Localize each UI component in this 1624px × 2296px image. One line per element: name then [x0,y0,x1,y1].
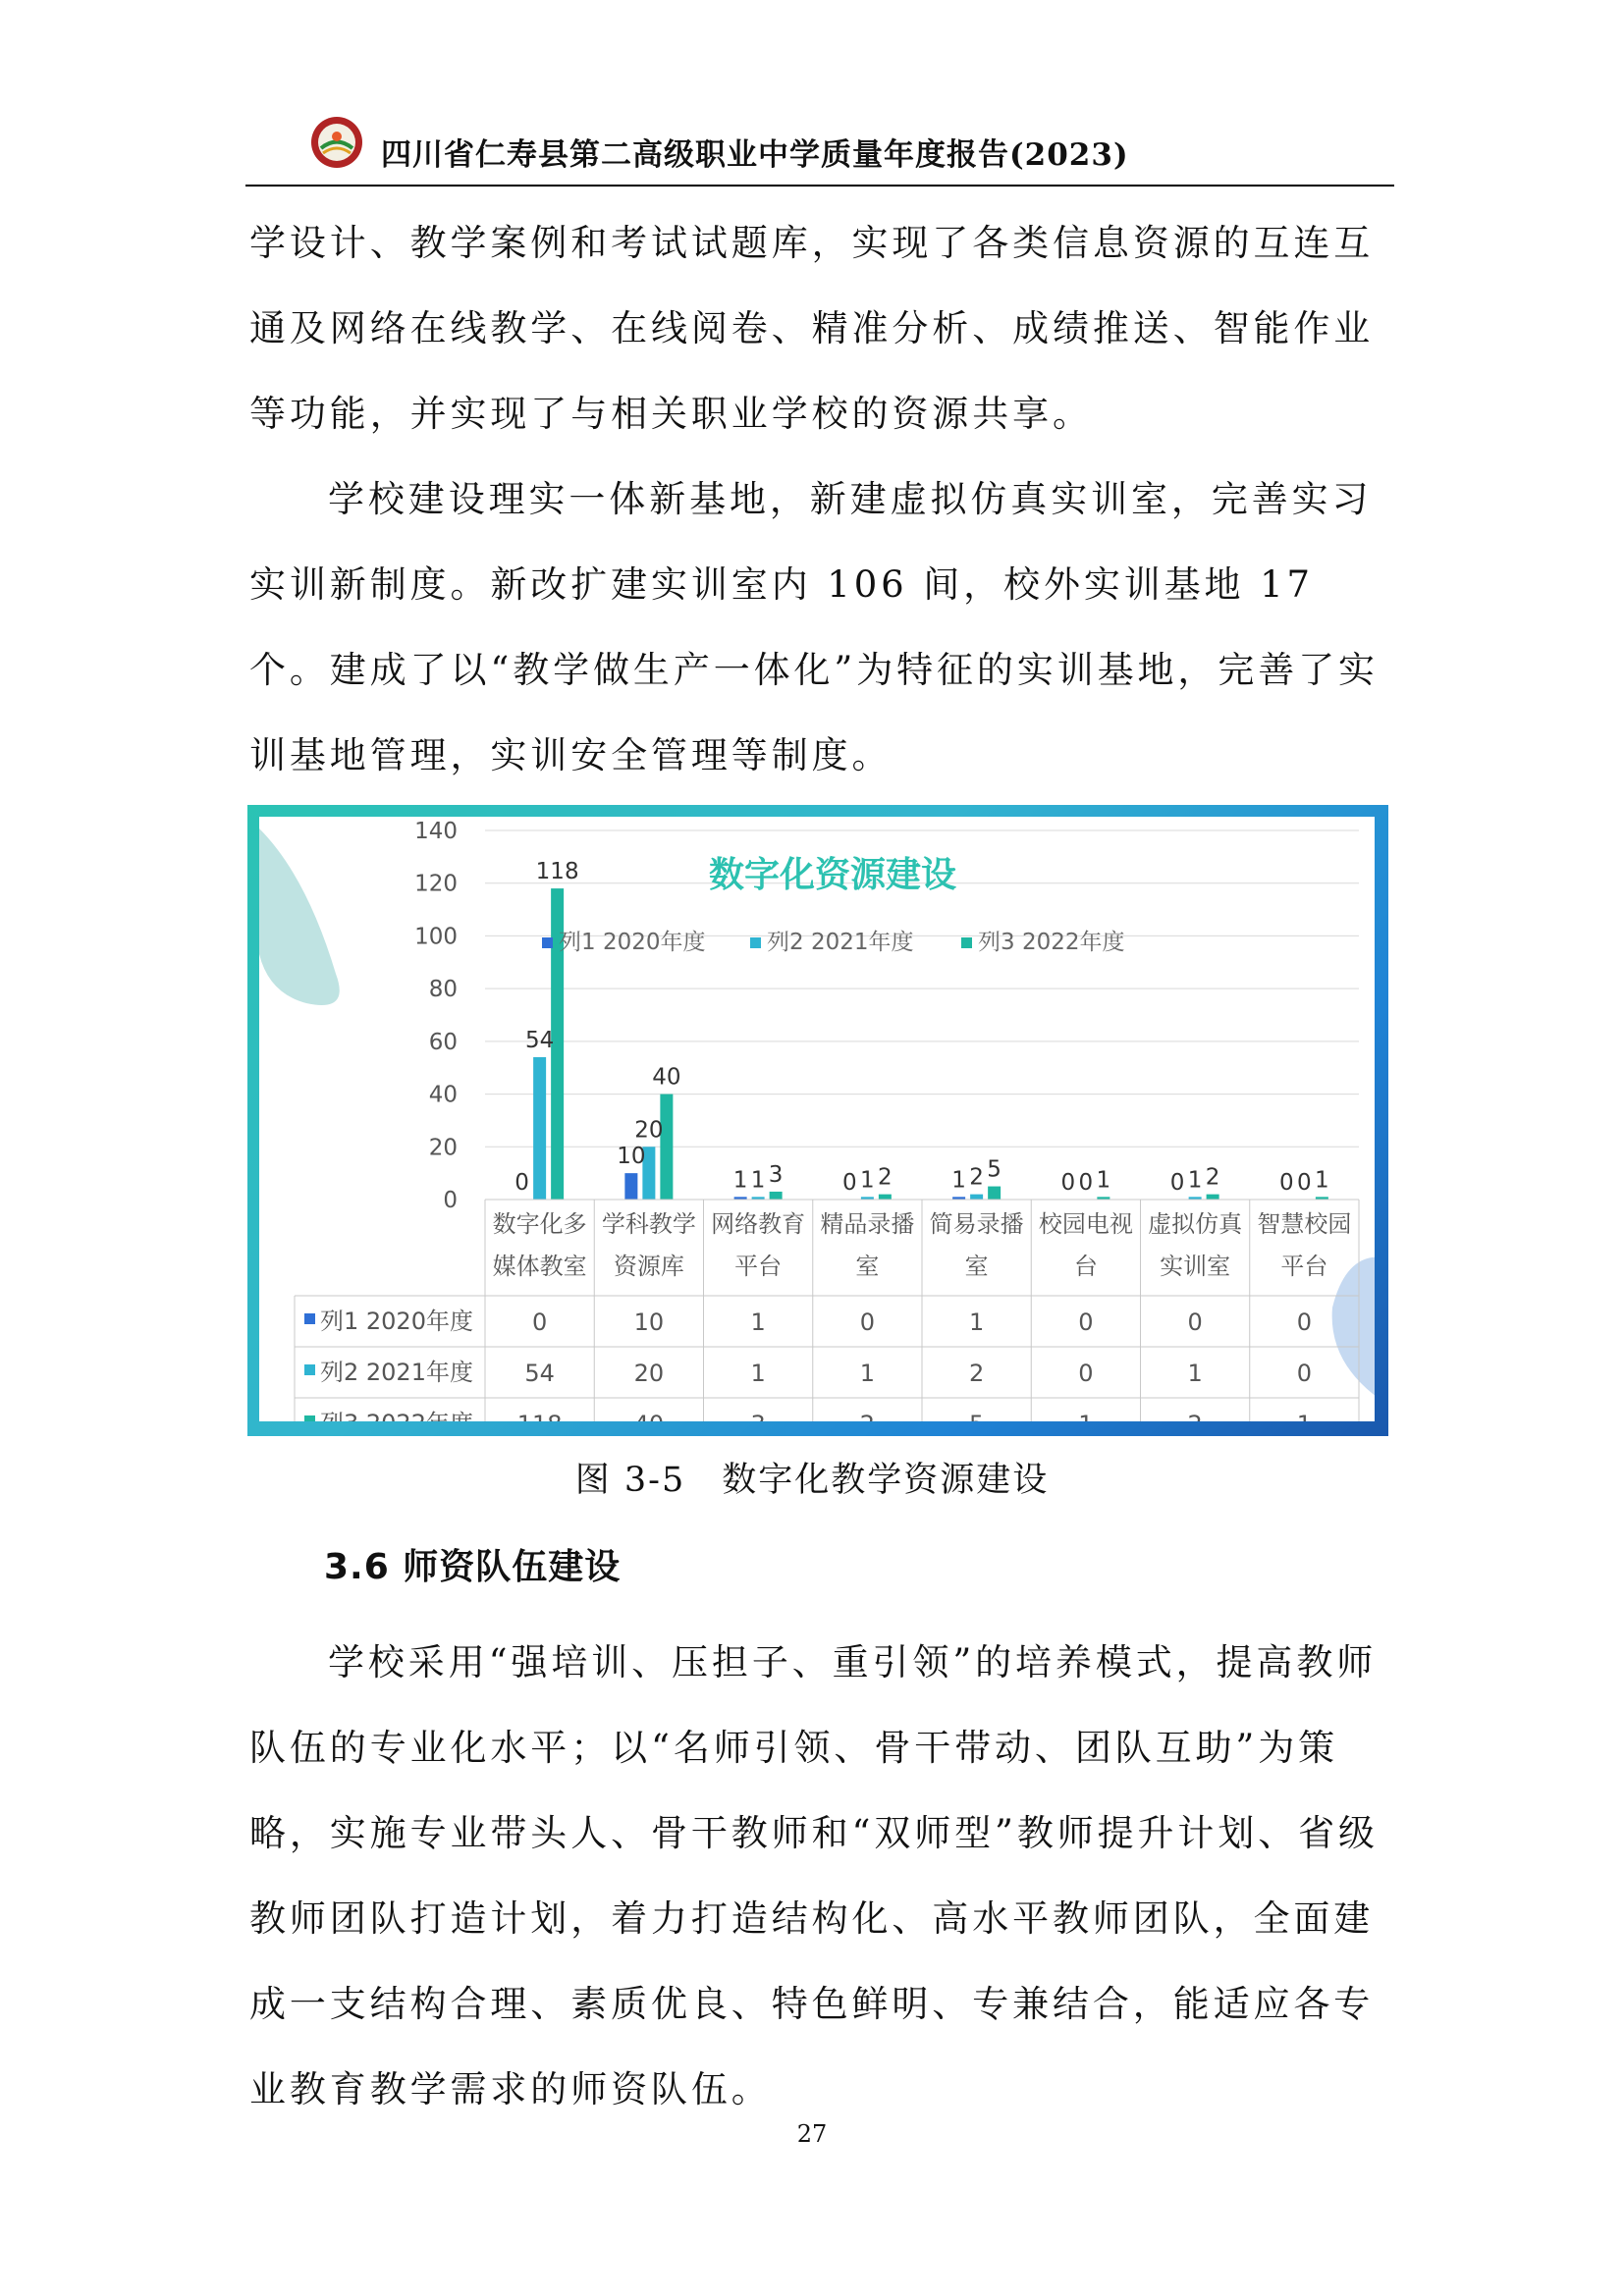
table-cell-value: 54 [524,1360,555,1387]
table-cell-value: 1 [968,1308,985,1336]
y-tick-label: 0 [443,1188,458,1213]
bar-value-label: 0 [1297,1170,1312,1196]
section-heading: 3.6 师资队伍建设 [324,1547,622,1587]
table-series-name: 列1 2020年度 [320,1308,473,1335]
bar [533,1057,546,1200]
body-paragraph-2: 学校建设理实一体新基地，新建虚拟仿真实训室，完善实习实训新制度。新改扩建实训室内 106 间，校外实训基地 17 个。建成了以“教学做生产一体化”为特征的实训基地，完善了实训基地管理，实训安全管理等制度。 [249,478,1379,776]
bar-value-label: 1 [1187,1167,1203,1194]
header-rule [245,185,1394,187]
table-cell-value: 0 [1187,1308,1203,1336]
bar-value-label: 1 [860,1167,875,1194]
x-category-label-line2: 平台 [734,1253,783,1280]
bar-value-label: 0 [1169,1170,1185,1196]
chart-svg [259,817,1375,1438]
table-cell-value: 40 [633,1411,665,1438]
x-category-label-line1: 学科教学 [601,1210,696,1238]
table-cell-value: 1 [1078,1411,1094,1438]
x-category-label-line1: 虚拟仿真 [1148,1210,1243,1238]
table-cell-value: 1 [750,1308,766,1336]
table-cell-value: 118 [516,1411,563,1438]
bar-value-label: 1 [1315,1167,1329,1194]
y-tick-label: 20 [428,1135,458,1161]
bar-value-label: 1 [1096,1167,1111,1194]
bar-value-label: 40 [652,1064,681,1091]
x-category-label-line1: 数字化多 [492,1210,587,1238]
bar-value-label: 20 [634,1117,664,1144]
bar-value-label: 1 [951,1167,966,1194]
legend-label: 列2 2021年度 [767,930,914,955]
chart-y-axis [414,819,458,1213]
chart-legend [542,930,1124,955]
chart-data-labels [514,859,1328,1196]
table-cell-value: 0 [859,1308,876,1336]
table-cell-value: 1 [859,1360,876,1387]
table-cell-value: 2 [859,1411,876,1438]
decor-shape-left [259,828,340,1005]
body-paragraph-1: 学设计、教学案例和考试试题库，实现了各类信息资源的互连互通及网络在线教学、在线阅卷、精准分析、成绩推送、智能作业等功能，并实现了与相关职业学校的资源共享。 [249,222,1375,435]
y-tick-label: 140 [414,819,458,844]
table-series-swatch [304,1364,315,1375]
x-category-label-line1: 简易录播 [929,1210,1024,1238]
table-series-name: 列3 2022年度 [320,1410,473,1437]
x-category-label-line1: 智慧校园 [1257,1210,1352,1238]
legend-swatch [750,937,761,948]
y-tick-label: 120 [414,871,458,897]
x-category-label-line1: 精品录播 [820,1210,915,1238]
table-cell-value: 2 [968,1360,985,1387]
legend-swatch [961,937,972,948]
y-tick-label: 40 [428,1082,458,1108]
table-cell-value: 3 [750,1411,766,1438]
legend-swatch [542,937,553,948]
chart-figure [247,805,1388,1436]
legend-label: 列3 2022年度 [978,930,1125,955]
chart-title: 数字化资源建设 [708,855,957,895]
x-category-label-line2: 室 [855,1253,880,1280]
bar-value-label: 54 [524,1027,555,1053]
x-category-label-line1: 网络教育 [711,1210,806,1238]
bar-value-label: 10 [617,1144,646,1170]
bar-value-label: 2 [878,1164,893,1191]
x-category-label-line2: 室 [964,1253,989,1280]
bar-value-label: 5 [987,1156,1001,1183]
table-cell-value: 0 [1296,1308,1313,1336]
table-cell-value: 1 [1187,1360,1203,1387]
bar-value-label: 2 [969,1164,984,1191]
x-category-label-line2: 平台 [1280,1253,1328,1280]
bar-value-label: 1 [732,1167,748,1194]
chart-panel [259,817,1375,1438]
school-logo-icon [310,116,363,169]
page-header [245,116,1394,185]
bar-value-label: 0 [1060,1170,1076,1196]
bar [1207,1195,1219,1200]
bar [770,1192,783,1200]
bar-value-label: 2 [1205,1164,1220,1191]
bar-value-label: 0 [842,1170,857,1196]
table-cell-value: 0 [1078,1308,1094,1336]
x-category-label-line2: 实训室 [1160,1253,1231,1280]
x-category-label-line2: 资源库 [613,1253,684,1280]
x-category-label-line2: 台 [1073,1253,1098,1280]
x-category-label-line2: 媒体教室 [492,1253,587,1280]
legend-label: 列1 2020年度 [559,930,706,955]
table-cell-value: 0 [1296,1360,1313,1387]
figure-caption: 图 3-5 数字化教学资源建设 [574,1461,1050,1500]
bar-value-label: 3 [768,1161,784,1188]
bar [624,1173,637,1200]
bar [660,1095,673,1200]
table-cell-value: 0 [531,1308,548,1336]
header-title: 四川省仁寿县第二高级职业中学质量年度报告(2023) [381,137,1129,173]
table-cell-value: 1 [750,1360,766,1387]
x-category-label-line1: 校园电视 [1038,1210,1133,1238]
bar [970,1195,983,1200]
y-tick-label: 100 [414,924,458,950]
table-series-swatch [304,1415,315,1421]
table-cell-value: 10 [633,1308,665,1336]
table-cell-value: 1 [1296,1411,1313,1438]
bar [879,1195,892,1200]
table-cell-value: 0 [1078,1360,1094,1387]
bar-value-label: 0 [514,1170,529,1196]
table-cell-value: 2 [1187,1411,1203,1438]
bar [988,1187,1001,1200]
decor-shape-right [1332,1257,1375,1406]
table-series-swatch [304,1313,315,1324]
table-series-name: 列2 2021年度 [320,1359,473,1386]
page-number: 27 [796,2120,828,2148]
bar-value-label: 0 [1078,1170,1094,1196]
y-tick-label: 60 [428,1029,458,1055]
bar-value-label: 0 [1279,1170,1294,1196]
y-tick-label: 80 [428,977,458,1003]
body-paragraph-3: 学校采用“强培训、压担子、重引领”的培养模式，提高教师队伍的专业化水平；以“名师引领、骨干带动、团队互助”为策略，实施专业带头人、骨干教师和“双师型”教师提升计划、省级教师团队打造计划，着力打造结构化、高水平教师团队，全面建成一支结构合理、素质优良、特色鲜明、专兼结合，能适应各专业教育教学需求的师资队伍。 [249,1641,1379,2110]
bar-value-label: 118 [535,859,579,885]
chart-data-table [295,1200,1359,1438]
table-cell-value: 5 [968,1411,985,1438]
bar-value-label: 1 [750,1167,766,1194]
table-cell-value: 20 [633,1360,665,1387]
